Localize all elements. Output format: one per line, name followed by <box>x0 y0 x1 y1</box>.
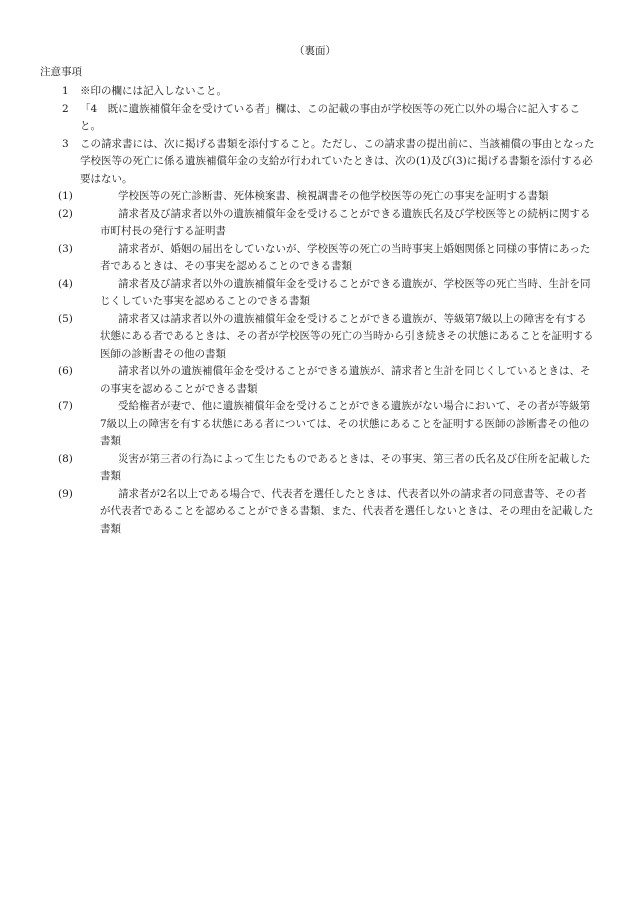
note-item-3 <box>40 136 595 539</box>
subnote-text: 請求者及び請求者以外の遺族補償年金を受けることができる遺族が、学校医等の死亡当時、生計を同じくしていた事実を認めることのできる書類 <box>100 277 591 307</box>
subnote-text: 請求者以外の遺族補償年金を受けることができる遺族が、請求者と生計を同じくしているときは、その事実を認めることができる書類 <box>100 365 591 395</box>
note-text: 「4 既に遺族補償年金を受けている者」欄は、この記載の事由が学校医等の死亡以外の場合に記入すること。 <box>80 102 581 132</box>
subnote-text: 請求者が2名以上である場合で、代表者を選任したときは、代表者以外の請求者の同意書等、その者が代表者であることを認めることができる書類、また、代表者を選任しないときは、その理由を記載した書類 <box>100 487 594 535</box>
note-number: 1 <box>62 85 69 97</box>
subnote-number: (1) <box>58 190 73 202</box>
note-number: 2 <box>62 102 69 115</box>
subnote-number: (8) <box>58 452 73 465</box>
subnote-text: 災害が第三者の行為によって生じたものであるときは、その事実、第三者の氏名及び住所を記載した書類 <box>100 452 591 482</box>
subnote-item-5 <box>58 311 595 364</box>
subnotes-list <box>58 188 595 538</box>
subnote-number: (9) <box>58 487 73 500</box>
subnote-item-6 <box>58 363 595 398</box>
subnote-item-3 <box>58 241 595 276</box>
subnote-text: 受給権者が妻で、他に遺族補償年金を受けることができる遺族がない場合において、その者が等級第7級以上の障害を有する状態にある者については、その状態にあることを証明する医師の診断書その他の書類 <box>100 400 591 447</box>
note-number: 3 <box>62 137 69 150</box>
subnote-item-8 <box>58 451 595 486</box>
subnote-text: 請求者が、婚姻の届出をしていないが、学校医等の死亡の当時事実上婚姻関係と同様の事情にあった者であるときは、その事実を認めることのできる書類 <box>100 242 591 272</box>
subnote-item-4 <box>58 276 595 311</box>
subnote-item-7 <box>58 398 595 451</box>
subnote-number: (5) <box>58 312 73 325</box>
subnote-number: (7) <box>58 400 73 412</box>
section-heading: 注意事項 <box>40 66 82 78</box>
subnote-item-9 <box>58 486 595 539</box>
subnote-number: (3) <box>58 242 73 255</box>
note-text: ※印の欄には記入しないこと。 <box>80 85 227 97</box>
note-text: この請求書には、次に掲げる書類を添付すること。ただし、この請求書の提出前に、当該補償の事由となった学校医等の死亡に係る遺族補償年金の支給が行われていたときは、次の(1)及び(3)に掲げる書類を添付する必要はない。 <box>80 137 595 185</box>
subnote-number: (6) <box>58 365 73 377</box>
subnote-text: 請求者又は請求者以外の遺族補償年金を受けることができる遺族が、等級第7級以上の障害を有する状態にある者であるときは、その者が学校医等の死亡の当時から引き続きその状態にあることを証明する医師の診断書その他の書類 <box>100 312 594 360</box>
subnote-number: (2) <box>58 207 73 220</box>
subnote-number: (4) <box>58 277 73 290</box>
subnote-text: 請求者及び請求者以外の遺族補償年金を受けることができる遺族氏名及び学校医等との続柄に関する市町村長の発行する証明書 <box>100 207 591 237</box>
subnote-item-2 <box>58 206 595 241</box>
subnote-text: 学校医等の死亡診断書、死体検案書、検視調書その他学校医等の死亡の事実を証明する書類 <box>118 190 549 202</box>
page-title: （裏面） <box>294 45 336 57</box>
note-item-1 <box>40 83 595 101</box>
subnote-item-1 <box>58 188 595 206</box>
note-item-2 <box>40 101 595 136</box>
notes-list <box>40 83 595 538</box>
